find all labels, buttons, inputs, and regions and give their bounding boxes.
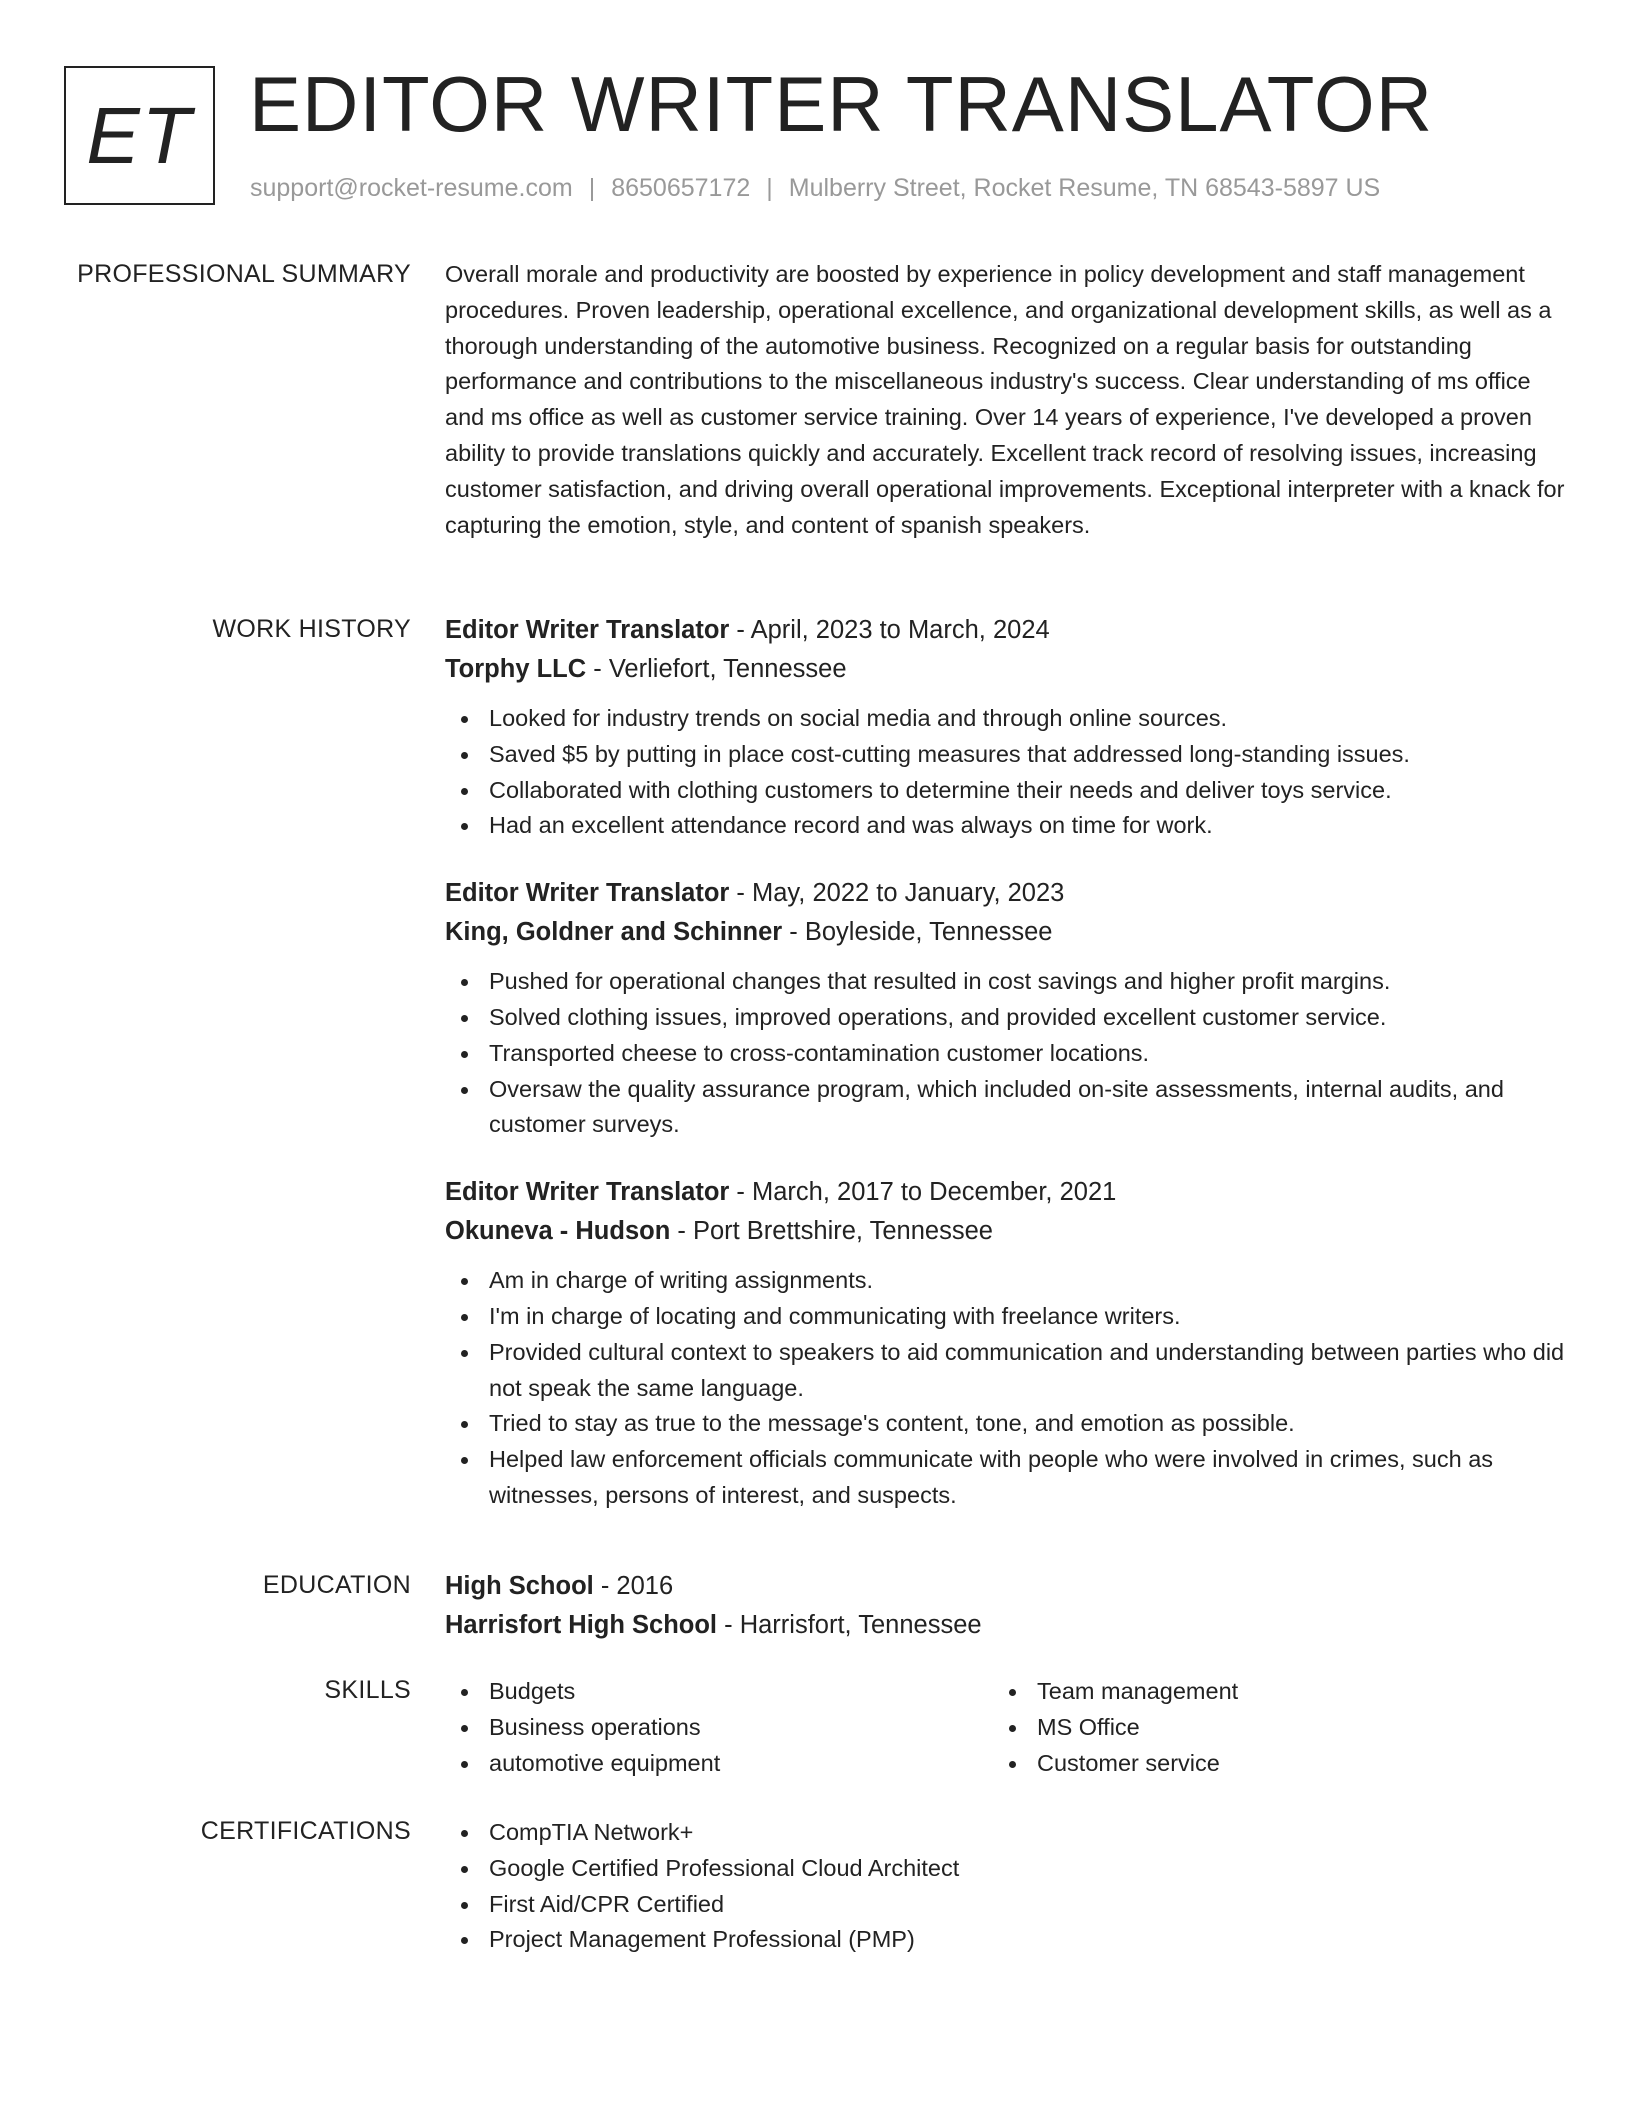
summary-body [445, 257, 1565, 543]
skill-item: Budgets [445, 1674, 993, 1710]
job-company-line [445, 1212, 1565, 1251]
certifications-list [445, 1815, 1565, 1958]
job-bullet: Am in charge of writing assignments. [445, 1263, 1565, 1299]
job-title-line [445, 874, 1565, 913]
job-dates: - March, 2017 to December, 2021 [729, 1178, 1117, 1207]
certification-item: First Aid/CPR Certified [445, 1887, 1565, 1923]
skill-item: MS Office [993, 1710, 1541, 1746]
job-bullet: Provided cultural context to speakers to aid communication and understanding between parties who did not speak the same language. [445, 1335, 1565, 1407]
education-degree-line [445, 1567, 1565, 1606]
job-company: King, Goldner and Schinner [445, 918, 783, 947]
job-location: - Verliefort, Tennessee [586, 655, 847, 683]
skill-item: automotive equipment [445, 1746, 993, 1782]
job-bullet: Tried to stay as true to the message's content, tone, and emotion as possible. [445, 1406, 1565, 1442]
job-company-line [445, 913, 1565, 952]
job-bullet-list [445, 701, 1565, 844]
education-body [445, 1567, 1565, 1645]
education-location: - Harrisfort, Tennessee [717, 1611, 982, 1639]
job-bullet-list [445, 964, 1565, 1143]
education-year: - 2016 [593, 1572, 674, 1600]
contact-phone: 8650657172 [611, 174, 751, 202]
candidate-name: EDITOR WRITER TRANSLATOR [249, 60, 1434, 148]
education-school: Harrisfort High School [445, 1611, 718, 1639]
job-bullet: Solved clothing issues, improved operations, and provided excellent customer service. [445, 1000, 1565, 1036]
skill-item: Business operations [445, 1710, 993, 1746]
job-title: Editor Writer Translator [445, 1178, 730, 1207]
contact-separator: | [766, 174, 773, 202]
job-bullet: Looked for industry trends on social media and through online sources. [445, 701, 1565, 737]
job-entry [445, 874, 1565, 1143]
job-company: Torphy LLC [445, 655, 587, 683]
job-title-line [445, 611, 1565, 650]
job-bullet: Pushed for operational changes that resulted in cost savings and higher profit margins. [445, 964, 1565, 1000]
job-bullet: Had an excellent attendance record and was always on time for work. [445, 808, 1565, 844]
education-degree: High School [445, 1572, 594, 1600]
job-bullet: Collaborated with clothing customers to determine their needs and deliver toys service. [445, 773, 1565, 809]
job-company: Okuneva - Hudson [445, 1217, 671, 1246]
certifications-body [445, 1815, 1565, 1958]
work-history-body [445, 611, 1565, 1514]
job-bullet: Oversaw the quality assurance program, which included on-site assessments, internal audits, and customer surveys. [445, 1072, 1565, 1144]
skills-body [445, 1674, 1565, 1781]
certification-item: Google Certified Professional Cloud Architect [445, 1851, 1565, 1887]
education-school-line [445, 1606, 1565, 1645]
summary-heading: PROFESSIONAL SUMMARY [77, 260, 411, 288]
certifications-heading: CERTIFICATIONS [200, 1817, 411, 1845]
job-dates: - April, 2023 to March, 2024 [729, 616, 1050, 644]
contact-separator: | [588, 174, 596, 202]
job-bullet: Saved $5 by putting in place cost-cutting measures that addressed long-standing issues. [445, 737, 1565, 773]
job-entry [445, 1173, 1565, 1514]
job-title: Editor Writer Translator [445, 616, 730, 644]
contact-email: support@rocket-resume.com [250, 174, 573, 202]
skills-column-left [445, 1674, 993, 1781]
skill-item: Team management [993, 1674, 1541, 1710]
job-location: - Boyleside, Tennessee [782, 918, 1053, 947]
job-title-line [445, 1173, 1565, 1212]
certification-item: Project Management Professional (PMP) [445, 1922, 1565, 1958]
job-location: - Port Brettshire, Tennessee [670, 1217, 993, 1246]
resume-header [64, 60, 1568, 208]
certification-item: CompTIA Network+ [445, 1815, 1565, 1851]
skills-heading: SKILLS [324, 1676, 411, 1704]
skills-column-right [993, 1674, 1541, 1781]
job-bullet: I'm in charge of locating and communicating with freelance writers. [445, 1299, 1565, 1335]
job-title: Editor Writer Translator [445, 879, 730, 908]
job-bullet: Helped law enforcement officials communicate with people who were involved in crimes, such as witnesses, persons of interest, and suspects. [445, 1442, 1565, 1514]
contact-address: Mulberry Street, Rocket Resume, TN 68543-5897 US [788, 174, 1381, 202]
job-bullet: Transported cheese to cross-contamination customer locations. [445, 1036, 1565, 1072]
skills-grid [445, 1674, 1565, 1781]
monogram-box [64, 66, 215, 205]
monogram-initials: ET [86, 90, 193, 180]
education-heading: EDUCATION [262, 1571, 411, 1599]
contact-line [250, 174, 1380, 203]
skill-item: Customer service [993, 1746, 1541, 1782]
work-history-heading: WORK HISTORY [212, 615, 411, 643]
summary-text: Overall morale and productivity are boosted by experience in policy development and staff management procedures. Proven leadership, operational excellence, and organizational development skills, as well as a thorough understanding of the automotive business. Recognized on a regular basis for outstanding performance and contributions to the miscellaneous industry's success. Clear understanding of ms office and ms office as well as customer service training. Over 14 years of experience, I've developed a proven ability to provide translations quickly and accurately. Excellent track record of resolving issues, increasing customer satisfaction, and driving overall operational improvements. Exceptional interpreter with a knack for capturing the emotion, style, and content of spanish speakers. [445, 261, 1565, 538]
job-company-line [445, 650, 1565, 689]
job-dates: - May, 2022 to January, 2023 [729, 879, 1065, 908]
job-bullet-list [445, 1263, 1565, 1514]
job-entry [445, 611, 1565, 844]
